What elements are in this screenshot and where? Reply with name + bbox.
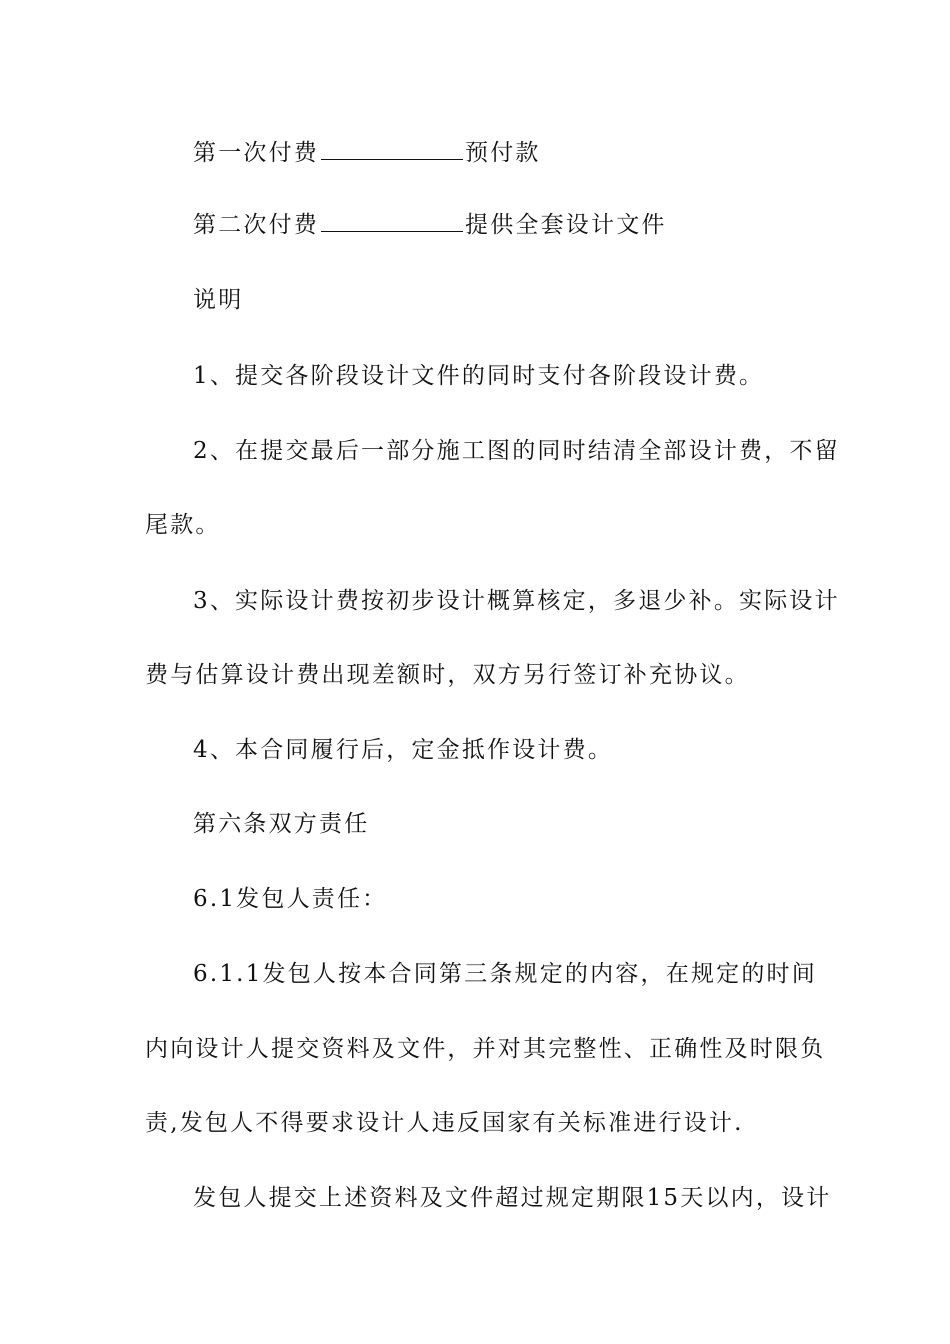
payment-row-2-note: 提供全套设计文件 (465, 212, 667, 238)
paragraph-line: 3、实际设计费按初步设计概算核定，多退少补。实际设计 (193, 588, 840, 614)
payment-row-1 (193, 138, 810, 168)
payment-row-1-blank (321, 139, 463, 160)
clause-heading: 6.1发包人责任： (193, 886, 388, 912)
paragraph-line: 费与估算设计费出现差额时，双方另行签订补充协议。 (145, 662, 750, 688)
paragraph-line: 6.1.1发包人按本合同第三条规定的内容，在规定的时间 (193, 961, 817, 987)
payment-row-2-label: 第二次付费 (193, 212, 319, 238)
payment-row-1-note: 预付款 (465, 140, 541, 166)
paragraph-line: 尾款。 (145, 512, 221, 538)
article-heading: 第六条双方责任 (193, 811, 370, 837)
payment-row-2 (193, 210, 810, 240)
paragraph-line: 2、在提交最后一部分施工图的同时结清全部设计费，不留 (193, 438, 840, 464)
paragraph-line: 内向设计人提交资料及文件，并对其完整性、正确性及时限负 (145, 1036, 826, 1062)
payment-row-2-blank (321, 211, 463, 232)
paragraph-line: 发包人提交上述资料及文件超过规定期限15天以内，设计 (193, 1185, 832, 1211)
section-heading-notes: 说明 (193, 287, 244, 313)
paragraph-line: 1、提交各阶段设计文件的同时支付各阶段设计费。 (193, 363, 765, 389)
paragraph-line: 4、本合同履行后，定金抵作设计费。 (193, 737, 614, 763)
paragraph-line: 责,发包人不得要求设计人违反国家有关标准进行设计. (145, 1110, 744, 1136)
payment-row-1-label: 第一次付费 (193, 140, 319, 166)
